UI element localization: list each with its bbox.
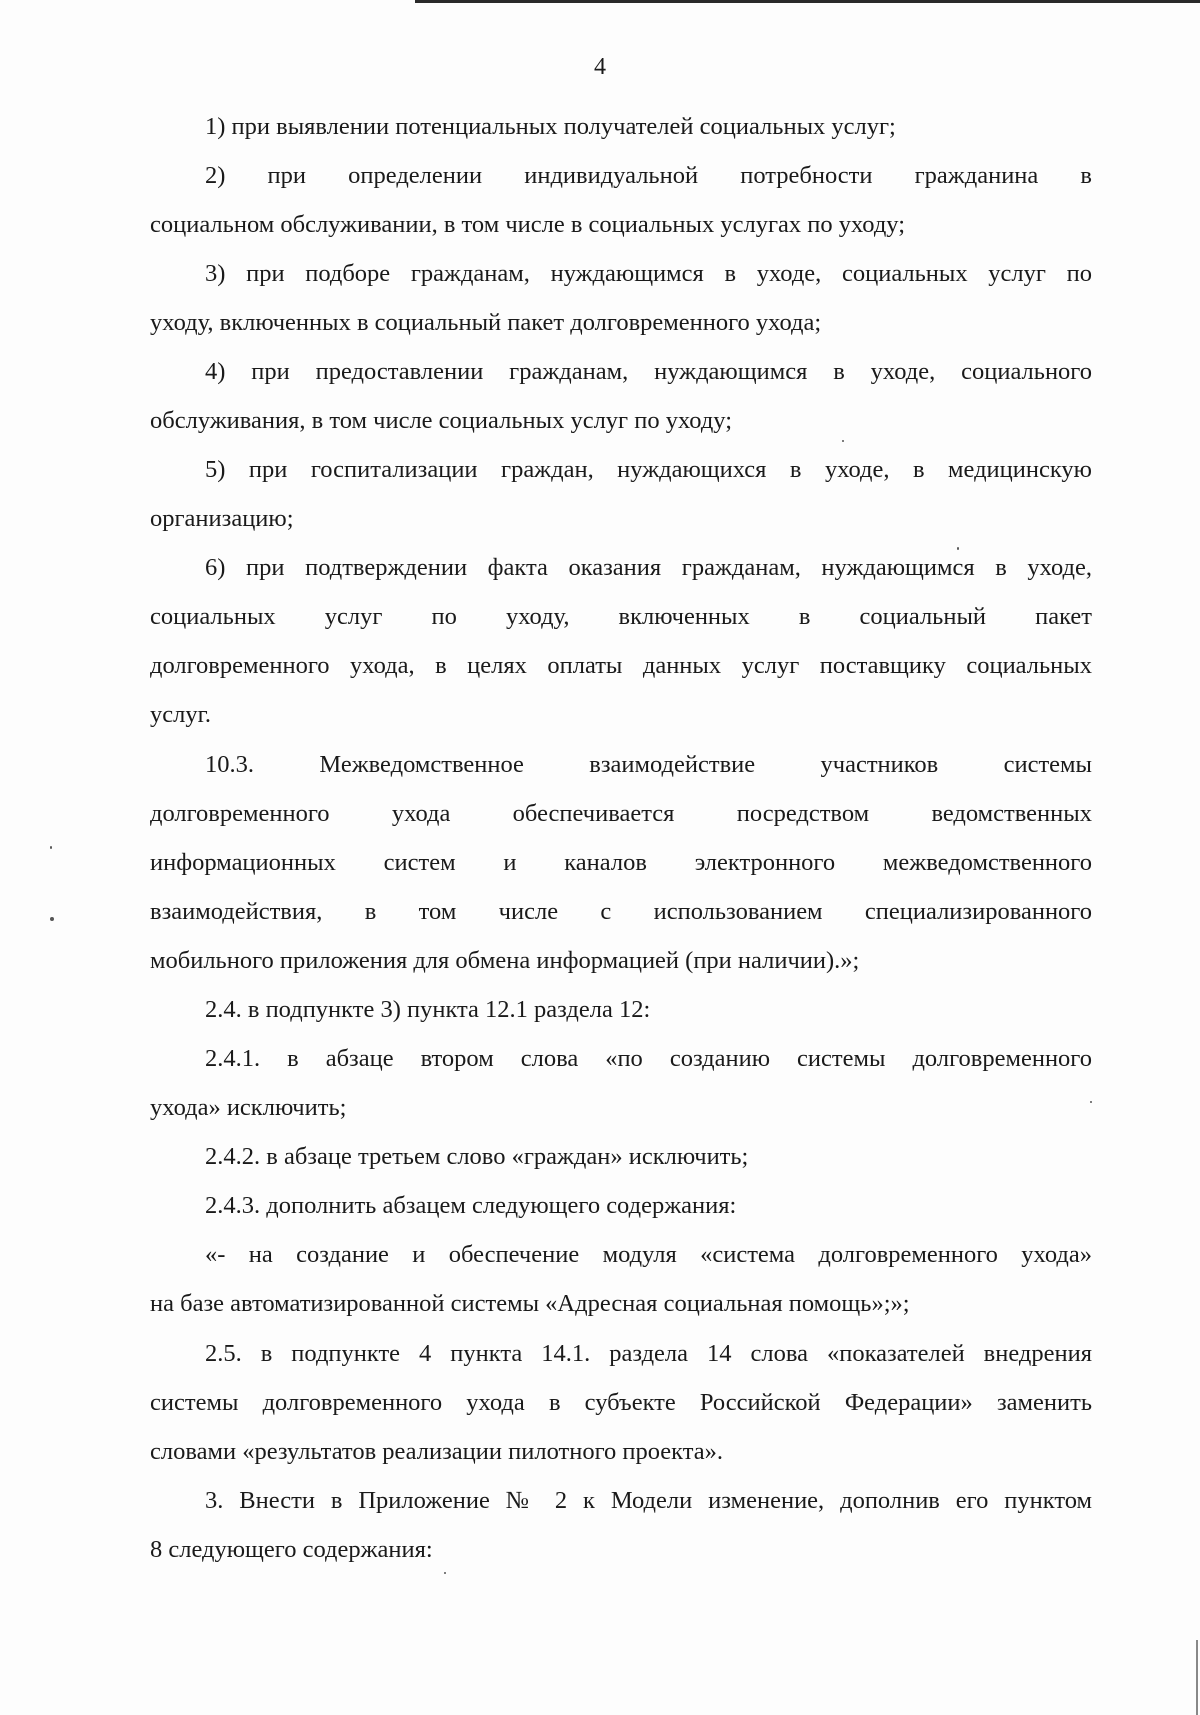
- text-line: информационных систем и каналов электронного межведомственного: [150, 849, 1092, 876]
- text-line: 2.4.3. дополнить абзацем следующего содержания:: [205, 1192, 737, 1219]
- top-border-line: [415, 0, 1200, 3]
- text-line: обслуживания, в том числе социальных услуг по уходу;: [150, 407, 733, 434]
- text-line: организацию;: [150, 505, 294, 532]
- text-line: 1) при выявлении потенциальных получателей социальных услуг;: [205, 113, 896, 140]
- text-line: мобильного приложения для обмена информацией (при наличии).»;: [150, 947, 860, 974]
- text-line: 8 следующего содержания:: [150, 1536, 433, 1563]
- scan-edge-line: [1196, 1640, 1198, 1715]
- text-line: долговременного ухода обеспечивается посредством ведомственных: [150, 800, 1092, 827]
- text-line: 4) при предоставлении гражданам, нуждающимся в уходе, социального: [205, 358, 1092, 385]
- text-line: 2) при определении индивидуальной потребности гражданина в: [205, 162, 1092, 189]
- text-line: 2.5. в подпункте 4 пункта 14.1. раздела 14 слова «показателей внедрения: [205, 1340, 1092, 1367]
- scan-speck: [444, 1572, 446, 1574]
- text-line: на базе автоматизированной системы «Адресная социальная помощь»;»;: [150, 1290, 910, 1317]
- scan-speck: [50, 846, 52, 849]
- text-line: «- на создание и обеспечение модуля «система долговременного ухода»: [205, 1241, 1092, 1268]
- text-line: 2.4.2. в абзаце третьем слово «граждан» исключить;: [205, 1143, 749, 1170]
- text-line: словами «результатов реализации пилотного проекта».: [150, 1438, 723, 1465]
- text-line: социальных услуг по уходу, включенных в социальный пакет: [150, 603, 1092, 630]
- scan-speck: [50, 917, 54, 921]
- text-line: взаимодействия, в том числе с использованием специализированного: [150, 898, 1092, 925]
- text-line: 5) при госпитализации граждан, нуждающихся в уходе, в медицинскую: [205, 456, 1092, 483]
- text-line: услуг.: [150, 701, 212, 728]
- scan-speck: [957, 547, 959, 550]
- text-line: социальном обслуживании, в том числе в социальных услугах по уходу;: [150, 211, 906, 238]
- text-line: долговременного ухода, в целях оплаты данных услуг поставщику социальных: [150, 652, 1092, 679]
- text-line: 3) при подборе гражданам, нуждающимся в уходе, социальных услуг по: [205, 260, 1092, 287]
- text-line: уходу, включенных в социальный пакет долговременного ухода;: [150, 309, 822, 336]
- text-line: 10.3. Межведомственное взаимодействие участников системы: [205, 751, 1092, 778]
- text-line: 2.4. в подпункте 3) пункта 12.1 раздела 12:: [205, 996, 651, 1023]
- page-number: 4: [594, 54, 606, 80]
- text-line: 2.4.1. в абзаце втором слова «по созданию системы долговременного: [205, 1045, 1092, 1072]
- text-line: системы долговременного ухода в субъекте Российской Федерации» заменить: [150, 1389, 1092, 1416]
- text-line: 6) при подтверждении факта оказания гражданам, нуждающимся в уходе,: [205, 554, 1092, 581]
- text-line: 3. Внести в Приложение № 2 к Модели изменение, дополнив его пунктом: [205, 1487, 1092, 1514]
- scan-speck: [842, 440, 844, 442]
- text-line: ухода» исключить;: [150, 1094, 347, 1121]
- scan-speck: [1090, 1101, 1092, 1103]
